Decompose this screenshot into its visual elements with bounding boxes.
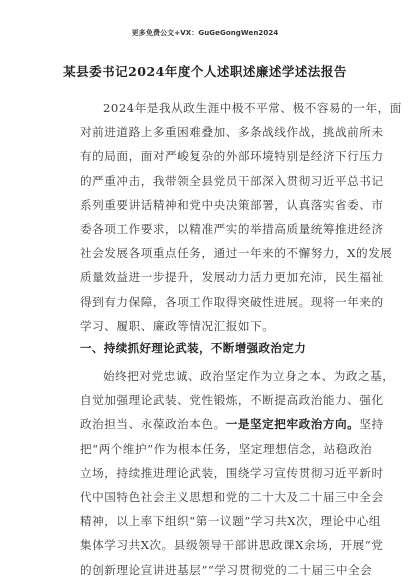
paragraph-line: 质量效益进一步提升，发展动力活力更加充沛，民生福祉 <box>80 270 384 285</box>
paragraph-line: 立场，持续推进理论武装，围绕学习宣传贯彻习近平新时 <box>80 465 384 480</box>
paragraph-line: 对前进道路上多重困难叠加、多条战线作战，挑战前所未 <box>80 125 384 140</box>
paragraph-line: 精神，以上率下组织“第一议题”学习共X次，理论中心组 <box>80 514 382 529</box>
header-note: 更多免费公文+VX：GuGeGongWen2024 <box>131 29 279 37</box>
paragraph-line: 系列重要讲话精神和党中央决策部署，认真落实省委、市 <box>80 197 384 212</box>
paragraph-text: 坚持 <box>359 417 384 432</box>
paragraph-line: 有的局面，面对严峻复杂的外部环境特别是经济下行压力 <box>80 149 384 164</box>
paragraph-line: 代中国特色社会主义思想和党的二十大及二十届三中全会 <box>80 490 384 505</box>
document-title: 某县委书记2024年度个人述职述廉述学述法报告 <box>63 64 347 79</box>
paragraph-line: 社会发展各项重点任务，通过一年来的不懈努力，X的发展 <box>80 246 393 261</box>
paragraph-intro <box>80 96 402 338</box>
paragraph-section1 <box>80 364 395 582</box>
paragraph-line: 的创新理论宣讲进基层”“学习贯彻党的二十届三中全会 <box>80 562 373 577</box>
emphasis-text: 一是坚定把牢政治方向。 <box>225 417 360 432</box>
paragraph-line: 始终把对党忠诚、政治坚定作为立身之本、为政之基， <box>103 369 395 383</box>
paragraph-line: 学习、履职、廉政等情况汇报如下。 <box>80 318 275 333</box>
paragraph-text: 政治担当、永葆政治本色。 <box>80 417 226 432</box>
paragraph-line: 得到有力保障，各项工作取得突破性进展。现将一年来的 <box>80 294 384 309</box>
section-heading: 一、持续抓好理论武装，不断增强政治定力 <box>80 341 307 355</box>
paragraph-line: 自觉加强理论武装、党性锻炼，不断提高政治能力、强化 <box>80 393 384 408</box>
paragraph-line: 把“两个维护”作为根本任务，坚定理想信念，站稳政治 <box>80 441 373 456</box>
paragraph-line: 集体学习共X次。县级领导干部讲思政课X余场，开展“党 <box>80 538 384 553</box>
paragraph-line: 委各项工作要求，以精准严实的举措高质量统筹推进经济 <box>80 222 384 237</box>
paragraph-line: 的严重冲击，我带领全县党员干部深入贯彻习近平总书记 <box>80 173 384 188</box>
paragraph-line <box>80 412 384 436</box>
paragraph-line: 2024年是我从政生涯中极不平常、极不容易的一年，面 <box>103 101 402 115</box>
